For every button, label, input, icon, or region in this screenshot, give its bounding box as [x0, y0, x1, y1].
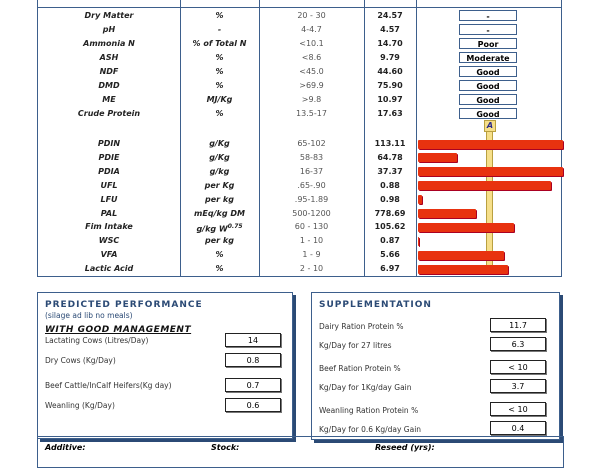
result-value: 10.97: [377, 95, 403, 104]
result-bar: [418, 209, 476, 218]
result-value: 75.90: [377, 81, 403, 90]
panel-title: SUPPLEMENTATION: [319, 300, 432, 310]
column-header: [364, 0, 416, 3]
result-bar: [418, 140, 563, 149]
column-header: [180, 0, 259, 3]
result-value: 44.60: [377, 67, 403, 76]
item-name: NDF: [99, 67, 119, 76]
result-value: 37.37: [377, 166, 403, 176]
unit-text: %: [215, 250, 224, 260]
target-marker: A: [484, 120, 496, 132]
performance-value: 14: [225, 333, 281, 347]
performance-label: Lactating Cows (Litres/Day): [45, 336, 149, 345]
desirable-value: 65-102: [297, 139, 326, 148]
status-badge: -: [459, 24, 517, 35]
unit-text: MJ/Kg: [206, 95, 233, 104]
result-value: 4.57: [380, 25, 400, 34]
result-bar: [418, 237, 419, 246]
item-unit: [180, 152, 259, 164]
status-badge: Good: [459, 66, 517, 77]
result-value: 778.69: [374, 208, 406, 218]
desirable-value: 500-1200: [292, 208, 331, 218]
item-name: Dry Matter: [84, 11, 134, 20]
desirable-value: >69.9: [299, 81, 324, 90]
item-unit: [180, 66, 259, 78]
column-header: [259, 0, 364, 3]
unit-text: per Kg: [204, 180, 235, 190]
unit-text: mEq/kg DM: [194, 208, 245, 218]
management-heading: WITH GOOD MANAGEMENT: [45, 325, 192, 335]
desirable-value: 1 - 9: [302, 250, 321, 260]
desirable-value: 4-4.7: [301, 25, 322, 34]
result-value: 14.70: [377, 39, 403, 48]
result-value: 0.88: [380, 180, 400, 190]
result-bar: [418, 181, 551, 190]
performance-value: 0.7: [225, 378, 281, 392]
item-unit: [180, 94, 259, 106]
performance-label: Dry Cows (Kg/Day): [45, 356, 116, 365]
desirable-value: 16-37: [299, 166, 324, 176]
item-unit: [180, 249, 259, 261]
panel-title: PREDICTED PERFORMANCE: [45, 300, 203, 310]
item-name: VFA: [100, 250, 118, 260]
footer-panel: [37, 436, 564, 468]
item-unit: [180, 10, 259, 22]
status-badge: Good: [459, 94, 517, 105]
supplementation-value: 11.7: [490, 318, 546, 332]
result-value: 5.66: [380, 250, 400, 260]
result-bar: [418, 167, 563, 176]
unit-text: per kg: [205, 194, 234, 204]
column-header: [38, 0, 180, 3]
status-badge: Moderate: [459, 52, 517, 63]
desirable-value: 60 - 130: [294, 222, 329, 232]
result-bar: [418, 153, 457, 162]
item-unit: [180, 208, 259, 220]
status-badge: -: [459, 10, 517, 21]
supplementation-value: 0.4: [490, 421, 546, 435]
item-name: Crude Protein: [77, 109, 141, 118]
desirable-value: >9.8: [301, 95, 322, 104]
performance-value: 0.8: [225, 353, 281, 367]
unit-text: %: [215, 264, 224, 274]
additive-label: Additive:: [45, 443, 86, 452]
desirable-value: .65-.90: [297, 180, 326, 190]
item-unit: [180, 235, 259, 247]
unit-text: %: [215, 67, 224, 76]
status-badge: Poor: [459, 38, 517, 49]
item-name: UFL: [100, 180, 118, 190]
item-unit: [180, 108, 259, 120]
unit-text: % of Total N: [192, 39, 247, 48]
desirable-value: <8.6: [301, 53, 322, 62]
item-name: PAL: [100, 208, 118, 218]
desirable-value: <45.0: [299, 67, 324, 76]
status-badge: Good: [459, 80, 517, 91]
item-unit: [180, 80, 259, 92]
unit-text: -: [217, 25, 222, 34]
supplementation-label: Beef Ration Protein %: [319, 364, 401, 373]
desirable-value: 20 - 30: [297, 11, 326, 20]
item-unit: [180, 52, 259, 64]
result-value: 17.63: [377, 109, 403, 118]
unit-text: g/Kg: [209, 152, 230, 162]
result-value: 24.57: [377, 11, 403, 20]
desirable-value: <10.1: [299, 39, 324, 48]
item-name: PDIA: [98, 166, 120, 176]
desirable-value: 2 - 10: [299, 264, 324, 274]
unit-text: g/kg: [209, 166, 230, 176]
item-unit: [180, 24, 259, 36]
result-value: 6.97: [380, 264, 400, 274]
status-badge: Good: [459, 108, 517, 119]
reseed-label: Reseed (yrs):: [375, 443, 435, 452]
supplementation-value: < 10: [490, 402, 546, 416]
desirable-value: 13.5-17: [296, 109, 327, 118]
item-unit: [180, 166, 259, 178]
stock-label: Stock:: [211, 443, 240, 452]
panel-subtitle: (silage ad lib no meals): [45, 311, 133, 320]
supplementation-value: < 10: [490, 360, 546, 374]
performance-label: Beef Cattle/InCalf Heifers(Kg day): [45, 381, 172, 390]
supplementation-value: 3.7: [490, 379, 546, 393]
performance-value: 0.6: [225, 398, 281, 412]
supplementation-label: Weanling Ration Protein %: [319, 406, 419, 415]
unit-text: per kg: [205, 236, 234, 246]
item-unit: [180, 38, 259, 50]
unit-text: %: [215, 109, 224, 118]
supplementation-panel: [311, 292, 560, 440]
item-name: pH: [102, 25, 116, 34]
item-unit: [180, 180, 259, 192]
item-name: WSC: [98, 236, 120, 246]
item-unit: [180, 194, 259, 206]
item-name: PDIE: [98, 152, 120, 162]
result-value: 0.98: [380, 194, 400, 204]
result-value: 0.87: [380, 236, 400, 246]
unit-text: %: [215, 81, 224, 90]
unit-text: %: [215, 11, 224, 20]
result-value: 113.11: [374, 139, 406, 148]
unit-text: %: [215, 53, 224, 62]
desirable-value: .95-1.89: [294, 194, 329, 204]
item-unit: [180, 221, 259, 236]
result-value: 105.62: [374, 222, 406, 232]
result-bar: [418, 223, 514, 232]
desirable-value: 1 - 10: [299, 236, 324, 246]
item-name: LFU: [100, 194, 118, 204]
supplementation-label: Kg/Day for 27 litres: [319, 341, 392, 350]
column-header: [416, 0, 563, 3]
unit-text: g/Kg: [209, 139, 230, 148]
desirable-value: 58-83: [299, 152, 324, 162]
predicted-performance-panel: [37, 292, 293, 439]
supplementation-label: Kg/Day for 0.6 Kg/day Gain: [319, 425, 422, 434]
item-name: ME: [102, 95, 116, 104]
result-bar: [418, 195, 422, 204]
column-divider: [416, 0, 417, 276]
item-name: DMD: [98, 81, 120, 90]
supplementation-label: Kg/Day for 1Kg/day Gain: [319, 383, 412, 392]
unit-exponent: 0.75: [227, 223, 243, 231]
supplementation-value: 6.3: [490, 337, 546, 351]
performance-label: Weanling (Kg/Day): [45, 401, 115, 410]
result-value: 64.78: [377, 152, 403, 162]
item-name: PDIN: [97, 139, 121, 148]
supplementation-label: Dairy Ration Protein %: [319, 322, 404, 331]
result-bar: [418, 251, 504, 260]
item-name: Fim Intake: [85, 222, 133, 232]
item-name: Lactic Acid: [84, 264, 134, 274]
item-unit: [180, 263, 259, 275]
result-bar: [418, 265, 508, 274]
analysis-table: [37, 0, 562, 277]
unit-text: g/kg W: [196, 225, 228, 235]
item-name: Ammonia N: [83, 39, 135, 48]
item-name: ASH: [99, 53, 119, 62]
result-value: 9.79: [380, 53, 400, 62]
item-unit: [180, 138, 259, 150]
